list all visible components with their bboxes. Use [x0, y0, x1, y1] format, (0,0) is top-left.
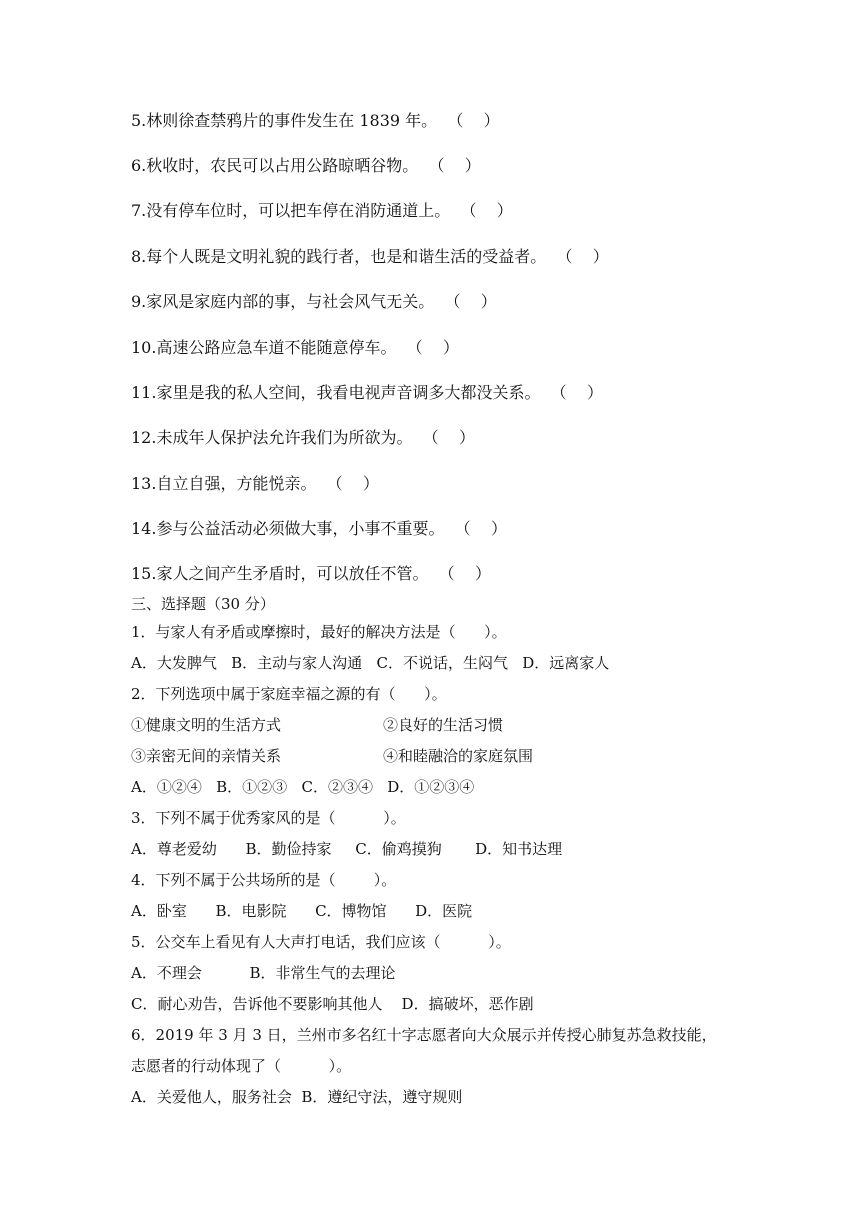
tf-question-14: 14.参与公益活动必须做大事，小事不重要。 （ ） — [131, 519, 507, 538]
mc-question-2-item-3: ③亲密无间的亲情关系 — [131, 747, 282, 765]
mc-question-6-options: A．关爱他人，服务社会 B．遵纪守法，遵守规则 — [131, 1088, 463, 1106]
mc-question-6-line1: 6．2019 年 3 月 3 日，兰州市多名红十字志愿者向大众展示并传授心肺复苏急救技能， — [131, 1026, 717, 1044]
mc-question-1-options: A．大发脾气 B．主动与家人沟通 C．不说话，生闷气 D．远离家人 — [131, 654, 610, 672]
tf-question-12: 12.未成年人保护法允许我们为所欲为。 （ ） — [131, 428, 475, 447]
mc-question-2-item-2: ②良好的生活习惯 — [383, 716, 504, 734]
tf-question-8: 8.每个人既是文明礼貌的践行者，也是和谐生活的受益者。 （ ） — [131, 247, 609, 266]
mc-question-2-item-4: ④和睦融洽的家庭氛围 — [383, 747, 534, 765]
tf-question-15: 15.家人之间产生矛盾时，可以放任不管。 （ ） — [131, 564, 491, 583]
tf-question-9: 9.家风是家庭内部的事，与社会风气无关。 （ ） — [131, 292, 497, 311]
mc-question-5-options-row1: A．不理会 B．非常生气的去理论 — [131, 964, 396, 982]
tf-question-5: 5.林则徐查禁鸦片的事件发生在 1839 年。 （ ） — [131, 111, 500, 130]
mc-question-6-line2: 志愿者的行动体现了（ ）。 — [131, 1057, 352, 1075]
section-3-title: 三、选择题（30 分） — [131, 595, 275, 613]
mc-question-5-options-row2: C．耐心劝告，告诉他不要影响其他人 D．搞破坏，恶作剧 — [131, 995, 534, 1013]
tf-question-6: 6.秋收时，农民可以占用公路晾晒谷物。 （ ） — [131, 156, 481, 175]
mc-question-4-options: A．卧室 B．电影院 C．博物馆 D．医院 — [131, 902, 473, 920]
mc-question-1: 1．与家人有矛盾或摩擦时，最好的解决方法是（ ）。 — [131, 623, 507, 641]
tf-question-13: 13.自立自强，方能悦亲。 （ ） — [131, 474, 379, 493]
mc-question-2-options: A．①②④ B．①②③ C．②③④ D．①②③④ — [131, 778, 475, 796]
mc-question-3-options: A．尊老爱幼 B．勤俭持家 C．偷鸡摸狗 D．知书达理 — [131, 840, 563, 858]
mc-question-3: 3．下列不属于优秀家风的是（ ）。 — [131, 809, 406, 827]
mc-question-4: 4．下列不属于公共场所的是（ ）。 — [131, 871, 397, 889]
tf-question-11: 11.家里是我的私人空间，我看电视声音调多大都没关系。 （ ） — [131, 383, 603, 402]
mc-question-5: 5．公交车上看见有人大声打电话，我们应该（ ）。 — [131, 933, 511, 951]
tf-question-10: 10.高速公路应急车道不能随意停车。 （ ） — [131, 338, 459, 357]
mc-question-2: 2．下列选项中属于家庭幸福之源的有（ ）。 — [131, 685, 447, 703]
tf-question-7: 7.没有停车位时，可以把车停在消防通道上。 （ ） — [131, 201, 513, 220]
mc-question-2-item-1: ①健康文明的生活方式 — [131, 716, 282, 734]
